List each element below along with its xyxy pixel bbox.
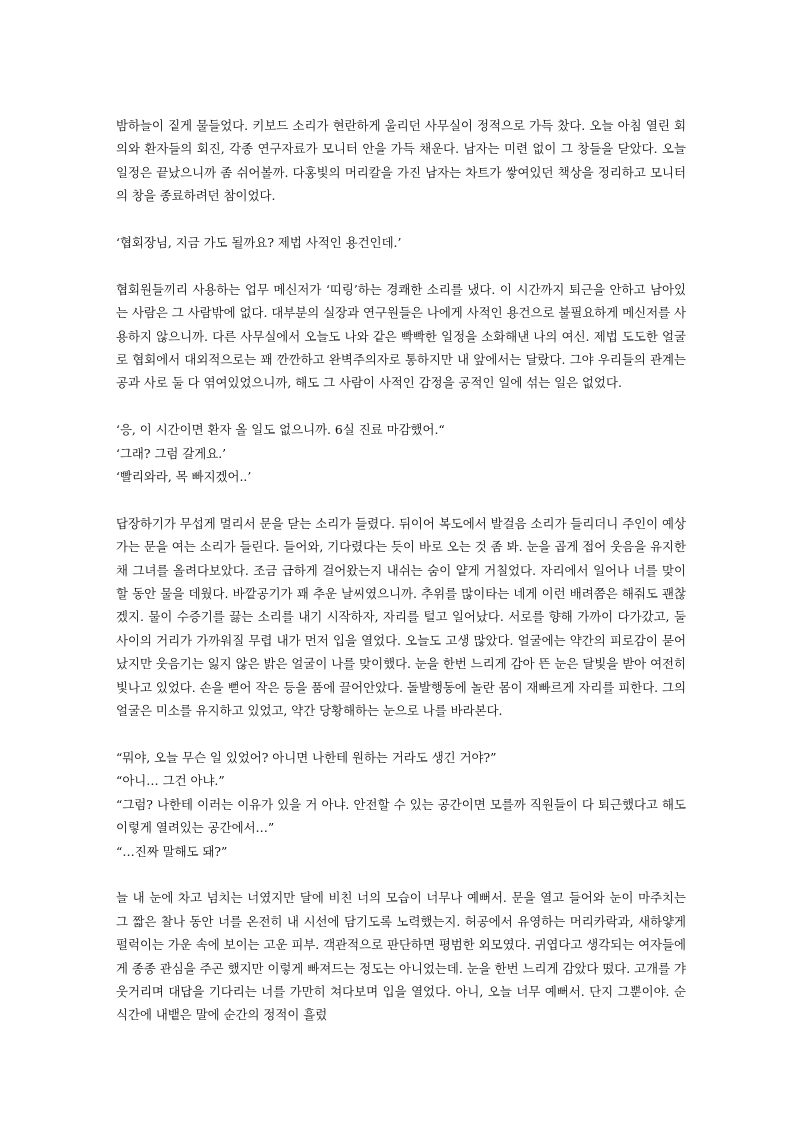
paragraph-3: 협회원들끼리 사용하는 업무 메신저가 ‘띠링’하는 경쾌한 소리를 냈다. 이 시간까지 퇴근을 안하고 남아있는 사람은 그 사람밖에 없다. 대부분의 실장과 연구원들은 나에게 사적인 용건으로 불필요하게 메신저를 사용하지 않으니까. 다른 사무실에서 오늘도 나와 같은 빡빡한 일정을 소화해낸 나의 여신. 제법 도도한 얼굴로 협회에서 대외적으로는 꽤 깐깐하고 완벽주의자로 통하지만 내 앞에서는 달랐다. 그야 우리들의 관계는 공과 사로 둘 다 엮여있었으니까, 해도 그 사람이 사적인 감정을 공적인 일에 섞는 일은 없었다. (116, 281, 686, 391)
paragraph-4: 답장하기가 무섭게 멀리서 문을 닫는 소리가 들렸다. 뒤이어 복도에서 발걸음 소리가 들리더니 주인이 예상가는 문을 여는 소리가 들린다. 들어와, 기다렸다는 듯이 바로 오는 것 좀 봐. 눈을 곱게 접어 웃음을 유지한 채 그녀를 올려다보았다. 조금 급하게 걸어왔는지 내쉬는 숨이 얕게 거칠었다. 자리에서 일어나 너를 맞이할 동안 물을 데웠다. 바깥공기가 꽤 추운 날씨였으니까. 추위를 많이타는 네게 이런 배려쯤은 해줘도 괜찮겠지. 물이 수증기를 끓는 소리를 내기 시작하자, 자리를 털고 일어났다. 서로를 향해 가까이 다가갔고, 둘 사이의 거리가 가까워질 무렵 내가 먼저 입을 열었다. 오늘도 고생 많았다. 얼굴에는 약간의 피로감이 묻어났지만 웃음기는 잃지 않은 밝은 얼굴이 나를 맞이했다. 눈을 한번 느리게 감아 뜬 눈은 달빛을 받아 여전히 빛나고 있었다. 손을 뻗어 작은 등을 품에 끌어안았다. 돌발행동에 놀란 몸이 재빠르게 자리를 피한다. 그의 얼굴은 미소를 유지하고 있었고, 약간 당황해하는 눈으로 나를 바라본다. (116, 515, 686, 719)
dialogue-line: “아니… 그건 아냐.” (116, 773, 225, 789)
dialogue-block-1 (116, 418, 686, 488)
dialogue-line: ‘응, 이 시간이면 환자 올 일도 없으니까. 6실 진료 마감했어.“ (116, 422, 445, 438)
dialogue-line: “그럼? 나한테 이러는 이유가 있을 거 아냐. 안전할 수 있는 공간이면 모를까 직원들이 다 퇴근했다고 해도 이렇게 열려있는 공간에서…” (116, 796, 686, 836)
paragraph-2: ‘협회장님, 지금 가도 될까요? 제법 사적인 용건인데.’ (116, 235, 402, 251)
paragraph-1: 밤하늘이 짙게 물들었다. 키보드 소리가 현란하게 울리던 사무실이 정적으로 가득 찼다. 오늘 아침 열린 회의와 환자들의 회진, 각종 연구자료가 모니터 안을 가득 채운다. 남자는 미련 없이 그 창들을 닫았다. 오늘 일정은 끝났으니까 좀 쉬어볼까. 다홍빛의 머리칼을 가진 남자는 차트가 쌓여있던 책상을 정리하고 모니터의 창을 종료하려던 참이었다. (116, 118, 686, 204)
dialogue-line: ‘그래? 그럼 갈게요.’ (116, 445, 227, 461)
dialogue-line: “뭐야, 오늘 무슨 일 있었어? 아니면 나한테 원하는 거라도 생긴 거야?” (116, 749, 497, 765)
paragraph-5: 늘 내 눈에 차고 넘치는 너였지만 달에 비친 너의 모습이 너무나 예뻐서. 문을 열고 들어와 눈이 마주치는 그 짧은 찰나 동안 너를 온전히 내 시선에 담기도록 노력했는지. 허공에서 유영하는 머리카락과, 새하얗게 펄럭이는 가운 속에 보이는 고운 피부. 객관적으로 판단하면 평범한 외모였다. 귀엽다고 생각되는 여자들에게 종종 관심을 주곤 했지만 이렇게 빠져드는 정도는 아니었는데. 눈을 한번 느리게 감았다 떴다. 고개를 갸웃거리며 대답을 기다리는 너를 가만히 쳐다보며 입을 열었다. 아니, 오늘 너무 예뻐서. 단지 그뿐이야. 순식간에 내뱉은 말에 순간의 정적이 흘렀 (116, 890, 686, 1023)
dialogue-line: ‘빨리와라, 목 빠지겠어..’ (116, 469, 252, 485)
document-body (116, 114, 686, 1050)
dialogue-line: “…진짜 말해도 돼?” (116, 843, 228, 859)
dialogue-block-2 (116, 746, 686, 863)
